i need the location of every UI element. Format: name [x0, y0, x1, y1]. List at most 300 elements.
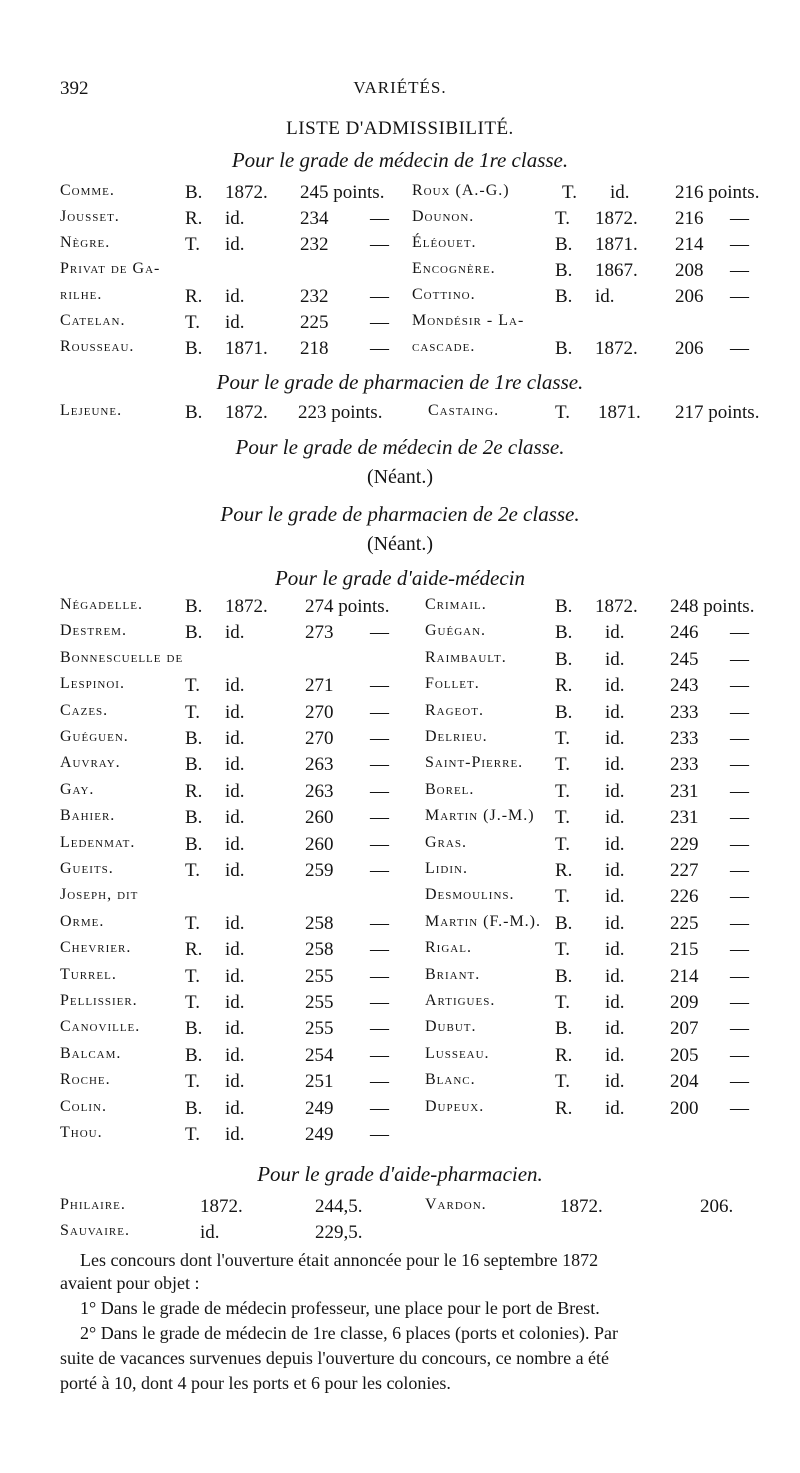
cell-name: Destrem.: [60, 622, 127, 640]
cell-school: B.: [555, 286, 573, 307]
cell-dash: —: [370, 312, 389, 333]
cell-dash: —: [370, 234, 389, 255]
cell-school: T.: [555, 780, 570, 802]
cell-school: B.: [185, 1097, 203, 1119]
cell-year: id.: [225, 860, 245, 881]
list-row: [0, 286, 800, 312]
cell-points: 229,5.: [315, 1222, 363, 1243]
cell-year: id.: [605, 833, 625, 855]
cell-name: Canoville.: [60, 1018, 141, 1036]
cell-school: B.: [555, 701, 573, 723]
cell-dash: —: [730, 648, 749, 670]
cell-year: 1871.: [598, 402, 641, 423]
list-row: [0, 860, 800, 886]
cell-year: id.: [225, 754, 245, 776]
section-heading-medecin-1: Pour le grade de médecin de 1re classe.: [231, 148, 569, 172]
page-number: 392: [60, 78, 89, 99]
cell-year: id.: [605, 780, 625, 802]
cell-school: R.: [555, 1044, 573, 1066]
cell-dash: —: [730, 675, 749, 697]
cell-year: 1867.: [595, 260, 638, 281]
cell-points: 246: [670, 622, 699, 644]
cell-dash: —: [370, 622, 389, 644]
cell-school: B.: [185, 807, 203, 829]
cell-dash: —: [370, 780, 389, 802]
cell-year: 1871.: [595, 234, 638, 255]
cell-points: 214: [675, 234, 704, 255]
cell-name: Raimbault.: [425, 648, 507, 666]
cell-dash: —: [370, 965, 389, 987]
paragraph-line: porté à 10, dont 4 pour les ports et 6 pour les colonies.: [60, 1373, 451, 1393]
cell-points: 245 points.: [300, 182, 385, 203]
cell-dash: —: [730, 1018, 749, 1040]
list-row: [0, 728, 800, 754]
cell-dash: —: [730, 260, 749, 281]
cell-school: T.: [555, 754, 570, 776]
cell-name: Comme.: [60, 182, 115, 199]
cell-points: 233: [670, 701, 699, 723]
cell-school: R.: [555, 1097, 573, 1119]
cell-name: Catelan.: [60, 312, 126, 329]
cell-year: id.: [605, 1018, 625, 1040]
cell-dash: —: [370, 675, 389, 697]
cell-dash: —: [370, 807, 389, 829]
cell-points: 249: [305, 1097, 334, 1119]
paragraph-line: avaient pour objet :: [60, 1273, 200, 1293]
list-row: [0, 338, 800, 364]
cell-school: B.: [555, 648, 573, 670]
list-row: [0, 622, 800, 648]
list-row: [0, 1071, 800, 1097]
cell-school: T.: [562, 182, 577, 203]
cell-points: 231: [670, 807, 699, 829]
cell-name: Thou.: [60, 1124, 103, 1141]
cell-points: 263: [305, 754, 334, 776]
list-row: [0, 649, 800, 675]
cell-year: id.: [605, 1071, 625, 1093]
cell-points: 258: [305, 939, 334, 961]
cell-school: B.: [185, 622, 203, 644]
list-row: [0, 702, 800, 728]
cell-school: T.: [185, 992, 200, 1013]
list-row: [0, 1098, 800, 1124]
cell-school: R.: [185, 939, 203, 961]
cell-name: Briant.: [425, 965, 481, 983]
cell-year: 1872.: [225, 596, 268, 617]
cell-school: B.: [185, 728, 203, 749]
section-heading-pharmacien-2: Pour le grade de pharmacien de 2e classe.: [220, 502, 580, 526]
cell-name: Gay.: [60, 780, 95, 798]
cell-name: Négadelle.: [60, 596, 143, 613]
cell-name: Balcam.: [60, 1044, 122, 1062]
cell-name: Dounon.: [412, 208, 475, 225]
cell-year: id.: [605, 675, 625, 697]
cell-name: Cottino.: [412, 286, 476, 303]
list-row: [0, 1222, 800, 1248]
cell-name: Martin (F.-M.).: [425, 912, 542, 930]
list-row: [0, 992, 800, 1018]
cell-year: 1872.: [225, 182, 268, 203]
cell-points: 218: [300, 338, 329, 359]
cell-points: 223 points.: [298, 402, 383, 423]
cell-dash: —: [730, 912, 749, 934]
cell-name: Roux (A.-G.): [412, 182, 510, 199]
cell-name: Dubut.: [425, 1018, 477, 1036]
list-row: [0, 913, 800, 939]
cell-name: Colin.: [60, 1097, 107, 1115]
cell-points: 217 points.: [675, 402, 760, 423]
cell-dash: —: [370, 1124, 389, 1145]
pharmacien-2-neant: (Néant.): [366, 533, 434, 555]
cell-year: 1872.: [595, 596, 638, 617]
cell-name: Blanc.: [425, 1071, 476, 1089]
cell-dash: —: [730, 860, 749, 881]
cell-year: id.: [225, 1044, 245, 1066]
cell-points: 251: [305, 1071, 334, 1093]
cell-year: 1872.: [200, 1196, 243, 1217]
cell-points: 204: [670, 1071, 699, 1093]
cell-name: Bonnescuelle de: [60, 648, 184, 666]
cell-school: R.: [185, 286, 203, 307]
cell-dash: —: [370, 701, 389, 723]
cell-school: T.: [555, 728, 570, 749]
cell-year: id.: [605, 992, 625, 1013]
section-heading-pharmacien-1: Pour le grade de pharmacien de 1re classe.: [216, 370, 584, 394]
cell-name: Gras.: [425, 833, 467, 851]
list-row: [0, 807, 800, 833]
cell-dash: —: [370, 728, 389, 749]
cell-points: 263: [305, 780, 334, 802]
cell-school: T.: [555, 208, 570, 229]
cell-year: id.: [225, 234, 245, 255]
cell-year: id.: [225, 833, 245, 855]
cell-school: R.: [555, 860, 573, 881]
cell-name: Mondésir - La-: [412, 312, 525, 329]
cell-name: Artigues.: [425, 992, 496, 1009]
cell-year: id.: [605, 912, 625, 934]
cell-school: B.: [555, 234, 573, 255]
cell-dash: —: [370, 286, 389, 307]
cell-dash: —: [730, 992, 749, 1013]
cell-year: id.: [225, 675, 245, 697]
list-row: [0, 966, 800, 992]
list-row: [0, 312, 800, 338]
medecin-2-neant: (Néant.): [366, 466, 434, 488]
cell-year: id.: [225, 939, 245, 961]
cell-year: 1871.: [225, 338, 268, 359]
cell-dash: —: [370, 912, 389, 934]
cell-year: id.: [225, 312, 245, 333]
cell-school: B.: [185, 182, 203, 203]
list-row: [0, 182, 800, 208]
cell-points: 260: [305, 833, 334, 855]
cell-dash: —: [730, 338, 749, 359]
page-title: LISTE D'ADMISSIBILITÉ.: [286, 118, 514, 139]
cell-year: 1872.: [595, 338, 638, 359]
cell-points: 274 points.: [305, 596, 390, 617]
cell-name: Rageot.: [425, 701, 484, 719]
cell-school: B.: [555, 338, 573, 359]
cell-points: 226: [670, 886, 699, 908]
section-heading-aide-medecin: Pour le grade d'aide-médecin: [274, 566, 525, 590]
cell-school: B.: [555, 912, 573, 934]
cell-school: B.: [555, 622, 573, 644]
cell-name: Lusseau.: [425, 1044, 490, 1062]
cell-points: 260: [305, 807, 334, 829]
cell-dash: —: [730, 754, 749, 776]
cell-school: R.: [555, 675, 573, 697]
cell-year: id.: [605, 754, 625, 776]
list-row: [0, 208, 800, 234]
cell-school: T.: [555, 886, 570, 908]
cell-points: 245: [670, 648, 699, 670]
cell-school: T.: [185, 675, 200, 697]
cell-dash: —: [370, 338, 389, 359]
list-row: [0, 834, 800, 860]
cell-points: 206: [675, 286, 704, 307]
cell-year: id.: [605, 939, 625, 961]
cell-name: cascade.: [412, 338, 476, 355]
cell-name: Dupeux.: [425, 1097, 485, 1115]
cell-dash: —: [730, 780, 749, 802]
cell-points: 231: [670, 780, 699, 802]
cell-school: B.: [555, 596, 573, 617]
cell-year: id.: [605, 701, 625, 723]
list-row: [0, 234, 800, 260]
cell-dash: —: [730, 965, 749, 987]
cell-name: Delrieu.: [425, 728, 488, 745]
cell-year: id.: [605, 886, 625, 908]
cell-dash: —: [730, 939, 749, 961]
cell-school: R.: [185, 780, 203, 802]
list-row: [0, 1124, 800, 1150]
cell-school: T.: [185, 912, 200, 934]
cell-points: 243: [670, 675, 699, 697]
cell-points: 254: [305, 1044, 334, 1066]
section-heading-aide-pharmacien: Pour le grade d'aide-pharmacien.: [257, 1162, 543, 1186]
list-row: [0, 260, 800, 286]
cell-dash: —: [370, 992, 389, 1013]
cell-year: 1872.: [560, 1196, 603, 1217]
cell-points: 258: [305, 912, 334, 934]
cell-points: 216 points.: [675, 182, 760, 203]
cell-year: id.: [225, 1071, 245, 1093]
cell-year: 1872.: [595, 208, 638, 229]
cell-points: 227: [670, 860, 699, 881]
cell-year: id.: [605, 860, 625, 881]
list-row: [0, 675, 800, 701]
cell-school: T.: [185, 1124, 200, 1145]
cell-dash: —: [730, 208, 749, 229]
cell-points: 255: [305, 992, 334, 1013]
list-row: [0, 596, 800, 622]
cell-name: Guégan.: [425, 622, 487, 640]
cell-dash: —: [730, 1097, 749, 1119]
cell-year: id.: [225, 622, 245, 644]
cell-name: Bahier.: [60, 807, 116, 825]
cell-points: 248 points.: [670, 596, 755, 617]
cell-school: B.: [555, 260, 573, 281]
cell-dash: —: [370, 208, 389, 229]
cell-name: Joseph, dit: [60, 886, 139, 904]
cell-dash: —: [370, 939, 389, 961]
cell-dash: —: [730, 886, 749, 908]
cell-school: B.: [185, 1018, 203, 1040]
cell-year: id.: [225, 965, 245, 987]
cell-year: id.: [595, 286, 615, 307]
cell-year: id.: [605, 807, 625, 829]
cell-points: 215: [670, 939, 699, 961]
cell-dash: —: [370, 1044, 389, 1066]
cell-year: id.: [610, 182, 630, 203]
cell-dash: —: [370, 754, 389, 776]
cell-school: R.: [185, 208, 203, 229]
cell-school: B.: [185, 833, 203, 855]
cell-points: 216: [675, 208, 704, 229]
cell-name: Auvray.: [60, 754, 121, 772]
cell-year: id.: [605, 728, 625, 749]
list-row: [0, 886, 800, 912]
cell-points: 270: [305, 728, 334, 749]
cell-school: T.: [185, 860, 200, 881]
cell-name: Lidin.: [425, 860, 468, 877]
cell-points: 273: [305, 622, 334, 644]
cell-year: id.: [200, 1222, 220, 1243]
cell-points: 271: [305, 675, 334, 697]
cell-year: id.: [225, 780, 245, 802]
cell-dash: —: [730, 1044, 749, 1066]
cell-dash: —: [370, 833, 389, 855]
cell-points: 207: [670, 1018, 699, 1040]
cell-school: T.: [185, 965, 200, 987]
cell-name: Rousseau.: [60, 338, 135, 355]
cell-school: T.: [555, 833, 570, 855]
cell-points: 234: [300, 208, 329, 229]
cell-name: Privat de Ga-: [60, 260, 161, 277]
cell-dash: —: [730, 728, 749, 749]
cell-points: 225: [300, 312, 329, 333]
paragraph-line: 1° Dans le grade de médecin professeur, une place pour le port de Brest.: [80, 1298, 600, 1318]
cell-year: id.: [605, 1044, 625, 1066]
cell-points: 232: [300, 286, 329, 307]
list-row: [0, 1045, 800, 1071]
cell-points: 233: [670, 754, 699, 776]
cell-name: Nègre.: [60, 234, 111, 251]
cell-year: id.: [225, 1124, 245, 1145]
cell-name: Crimail.: [425, 596, 487, 613]
cell-name: Gueits.: [60, 860, 114, 877]
cell-points: 206.: [700, 1196, 734, 1217]
list-row: [0, 402, 800, 428]
cell-school: T.: [185, 1071, 200, 1093]
cell-name: Chevrier.: [60, 939, 132, 957]
cell-year: 1872.: [225, 402, 268, 423]
cell-dash: —: [730, 286, 749, 307]
cell-dash: —: [370, 1018, 389, 1040]
cell-name: Castaing.: [428, 402, 500, 419]
cell-name: Cazes.: [60, 701, 109, 719]
cell-name: Éléouet.: [412, 234, 477, 251]
cell-year: id.: [225, 1097, 245, 1119]
cell-school: T.: [185, 701, 200, 723]
cell-name: Orme.: [60, 912, 105, 930]
list-row: [0, 781, 800, 807]
cell-points: 249: [305, 1124, 334, 1145]
cell-dash: —: [730, 1071, 749, 1093]
cell-dash: —: [730, 622, 749, 644]
cell-name: Ledenmat.: [60, 833, 136, 851]
cell-dash: —: [730, 833, 749, 855]
cell-school: B.: [555, 965, 573, 987]
cell-points: 200: [670, 1097, 699, 1119]
cell-name: Lejeune.: [60, 402, 123, 419]
cell-name: Philaire.: [60, 1196, 126, 1213]
cell-points: 205: [670, 1044, 699, 1066]
cell-points: 229: [670, 833, 699, 855]
cell-school: B.: [185, 596, 203, 617]
cell-school: T.: [555, 402, 570, 423]
cell-points: 214: [670, 965, 699, 987]
cell-points: 232: [300, 234, 329, 255]
cell-points: 208: [675, 260, 704, 281]
cell-school: T.: [555, 939, 570, 961]
cell-name: Follet.: [425, 675, 480, 693]
cell-year: id.: [225, 992, 245, 1013]
cell-school: B.: [555, 1018, 573, 1040]
cell-name: Pellissier.: [60, 992, 138, 1009]
paragraph-line: 2° Dans le grade de médecin de 1re classe, 6 places (ports et colonies). Par: [80, 1323, 618, 1343]
cell-name: Guéguen.: [60, 728, 129, 745]
cell-school: B.: [185, 338, 203, 359]
cell-name: Desmoulins.: [425, 886, 515, 904]
cell-year: id.: [225, 728, 245, 749]
cell-points: 233: [670, 728, 699, 749]
cell-year: id.: [225, 701, 245, 723]
cell-name: Martin (J.-M.): [425, 807, 535, 825]
cell-name: Vardon.: [425, 1196, 487, 1213]
section-heading-medecin-2: Pour le grade de médecin de 2e classe.: [235, 435, 565, 459]
cell-name: Turrel.: [60, 965, 117, 983]
cell-dash: —: [370, 1071, 389, 1093]
running-title: VARIÉTÉS.: [353, 78, 447, 97]
cell-name: Sauvaire.: [60, 1222, 130, 1239]
cell-school: T.: [185, 312, 200, 333]
list-row: [0, 939, 800, 965]
cell-points: 244,5.: [315, 1196, 363, 1217]
cell-dash: —: [730, 807, 749, 829]
cell-points: 259: [305, 860, 334, 881]
cell-name: Jousset.: [60, 208, 120, 225]
cell-school: T.: [555, 992, 570, 1013]
cell-year: id.: [225, 912, 245, 934]
cell-name: Encognère.: [412, 260, 496, 277]
cell-points: 206: [675, 338, 704, 359]
cell-school: B.: [185, 402, 203, 423]
cell-dash: —: [730, 234, 749, 255]
cell-name: Lespinoi.: [60, 675, 125, 693]
cell-year: id.: [605, 1097, 625, 1119]
cell-name: Borel.: [425, 780, 475, 798]
cell-name: rilhe.: [60, 286, 103, 303]
cell-name: Rigal.: [425, 939, 472, 957]
list-row: [0, 1196, 800, 1222]
cell-dash: —: [370, 1097, 389, 1119]
cell-name: Roche.: [60, 1071, 111, 1089]
cell-year: id.: [225, 286, 245, 307]
cell-school: B.: [185, 754, 203, 776]
cell-school: T.: [185, 234, 200, 255]
cell-school: B.: [185, 1044, 203, 1066]
